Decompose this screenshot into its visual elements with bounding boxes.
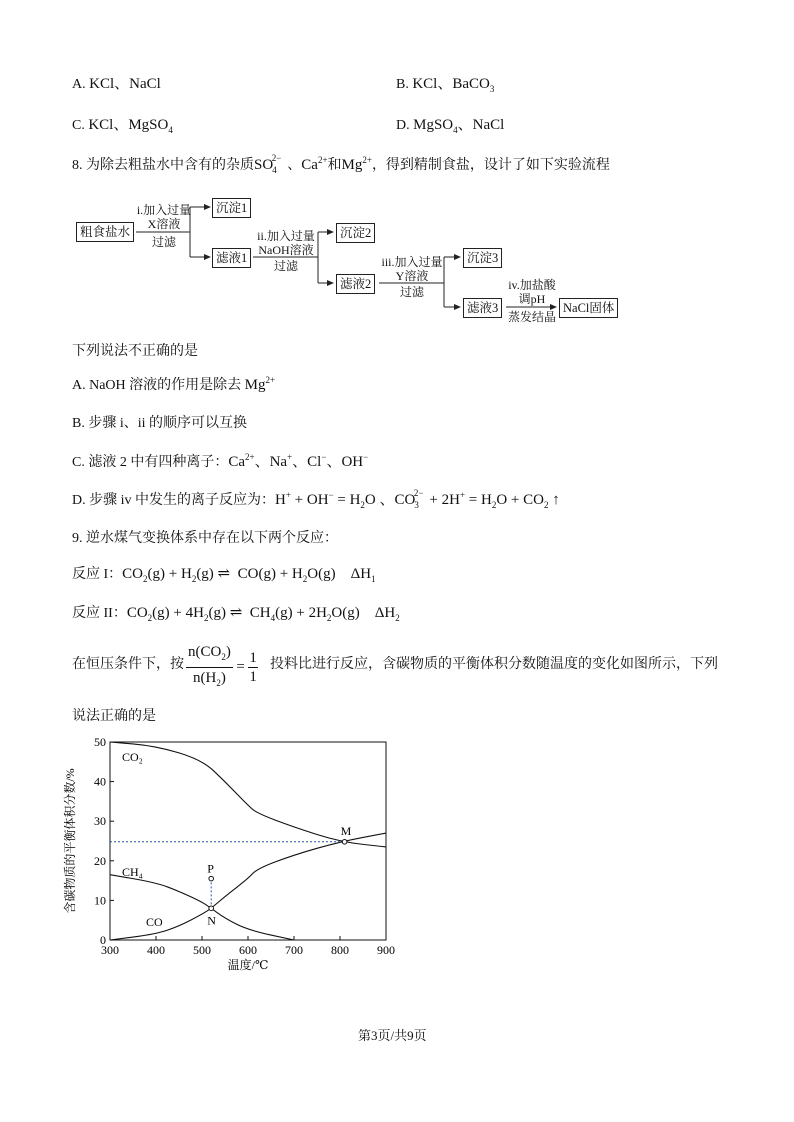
flow-step4-line3: 蒸发结晶 (507, 310, 556, 324)
q9-condition-text: 投料比进行反应，含碳物质的平衡体积分数随温度的变化如图所示，下列 (270, 657, 718, 672)
x-tick-label: 800 (331, 943, 349, 957)
flow-step1-line2: X溶液 (147, 217, 181, 231)
y-tick-label: 20 (94, 853, 106, 868)
q7-option-d: D. MgSO$_4$、NaCl (396, 117, 505, 135)
y-axis-label: 含碳物质的平衡体积分数/% (63, 768, 77, 914)
q9-condition-prefix: 在恒压条件下，按 (72, 657, 184, 672)
flow-filtrate1-box: 滤液1 (212, 248, 251, 268)
page-footer: 第3页/共9页 (358, 1028, 427, 1043)
q8-prompt: 下列说法不正确的是 (72, 344, 198, 359)
series-line-1 (110, 875, 294, 940)
series-label: CO₂ (122, 750, 143, 764)
point-label-N: N (207, 913, 216, 928)
flow-precip3-box: 沉淀3 (463, 248, 502, 268)
point-label-M: M (340, 823, 352, 838)
annotations (110, 824, 352, 928)
flow-step3-line2: Y溶液 (395, 269, 429, 283)
q8-option-c: C. 滤液 2 中有四种离子：$Ca^{2+}$、Na+、Cl−、OH− (72, 452, 369, 470)
point-label-P: P (207, 861, 214, 876)
flow-step4-line1: iv.加盐酸 (508, 278, 556, 292)
flow-precip2-box: 沉淀2 (336, 223, 375, 243)
flow-step3-line3: 过滤 (399, 285, 424, 299)
q8-option-d: D. 步骤 iv 中发生的离子反应为：$H^+ + OH^- = H_2O$ 、$CO_3^{2-} + 2H^+ = H_2O + CO_2$ ↑ (72, 488, 560, 510)
flow-step2-line3: 过滤 (273, 259, 298, 273)
y-tick-label: 50 (94, 735, 106, 749)
q8-option-b: B. 步骤 i、ii 的顺序可以互换 (72, 416, 248, 431)
y-tick-label: 30 (94, 814, 106, 829)
x-tick-label: 700 (285, 943, 303, 957)
series-label: CH₄ (122, 865, 143, 879)
q9-ratio-fraction: $\frac{n(CO_2)}{n(H_2)}$ = $\frac{1}{1}$ (188, 644, 257, 688)
flow-product-box: NaCl固体 (559, 298, 618, 318)
q8-stem: 8. 为除去粗盐水中含有的杂质$SO_4^{2-}$ 、$Ca^{2+}$和$Mg^{2+}$，得到精制食盐，设计了如下实验流程 (72, 153, 610, 175)
point-N (209, 906, 214, 911)
q9-stem: 9. 逆水煤气变换体系中存在以下两个反应： (72, 531, 338, 546)
flow-step1-line1: i.加入过量 (136, 203, 192, 217)
axis-ticks (94, 735, 395, 957)
y-tick-label: 0 (100, 933, 106, 947)
point-M (342, 839, 347, 844)
x-tick-label: 900 (377, 943, 395, 957)
flow-filtrate2-box: 滤液2 (336, 274, 375, 294)
flow-start-box: 粗食盐水 (76, 222, 134, 242)
flow-step3-line1: iii.加入过量 (381, 255, 443, 269)
flow-precip1-box: 沉淀1 (212, 198, 251, 218)
flow-step2-line1: ii.加入过量 (257, 229, 315, 243)
equilibrium-chart (60, 730, 400, 980)
flow-filtrate3-box: 滤液3 (463, 298, 502, 318)
x-tick-label: 300 (101, 943, 119, 957)
flow-step2-line2: NaOH溶液 (258, 243, 314, 257)
q9-reaction-2: 反应 II：$CO_2(g) + 4H_2(g)$ ⇌ $CH_4(g) + 2H_2O(g)$ $\Delta H_2$ (72, 605, 400, 623)
q7-option-c: C. KCl、MgSO$_4$ (72, 117, 173, 135)
q9-condition-end: 说法正确的是 (72, 709, 156, 724)
q9-reaction-1: 反应 I：$CO_2(g) + H_2(g)$ ⇌ $CO(g) + H_2O(g)$ $\Delta H_1$ (72, 566, 376, 584)
y-tick-label: 40 (94, 774, 106, 789)
q8-option-a: A. NaOH 溶液的作用是除去 $Mg^{2+}$ (72, 375, 276, 393)
flow-step4-line2: 调pH (518, 292, 546, 306)
q7-option-b: B. KCl、BaCO$_3$ (396, 76, 495, 94)
x-tick-label: 500 (193, 943, 211, 957)
x-tick-label: 400 (147, 943, 165, 957)
flow-step1-line3: 过滤 (151, 235, 176, 249)
point-P (209, 876, 214, 881)
x-tick-label: 600 (239, 943, 257, 957)
y-tick-label: 10 (94, 893, 106, 908)
series-label: CO (146, 915, 163, 929)
x-axis-label: 温度/℃ (227, 958, 269, 972)
q7-option-a: A. KCl、NaCl (72, 76, 161, 92)
